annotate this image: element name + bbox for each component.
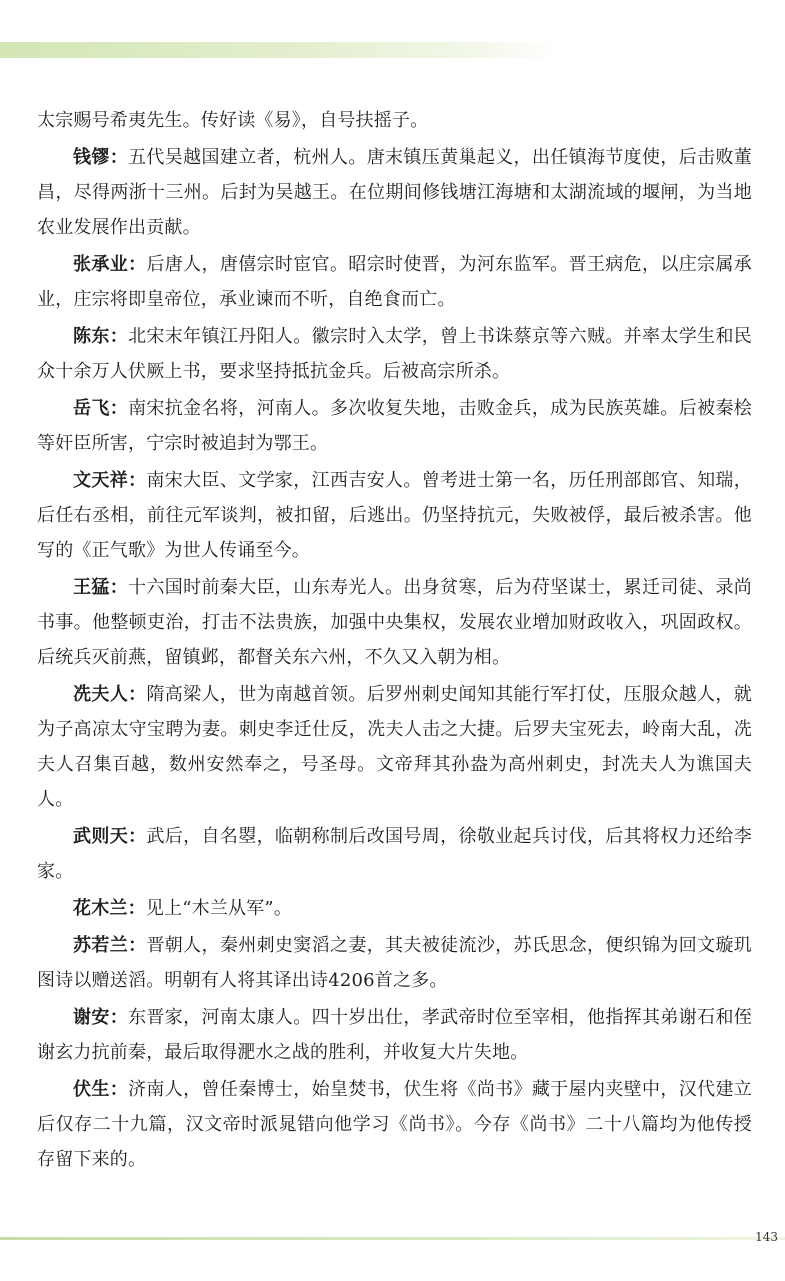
entry-text: 南宋抗金名将，河南人。多次收复失地，击败金兵，成为民族英雄。后被秦桧等奸臣所害，宁宗时被追封为鄂王。 — [37, 398, 753, 454]
entry-text: 济南人，曾任秦博士，始皇焚书，伏生将《尚书》藏于屋内夹壁中，汉代建立后仅存二十九篇，汉文帝时派晁错向他学习《尚书》。今存《尚书》二十八篇均为他传授存留下来的。 — [37, 1079, 753, 1170]
footer-decor-line — [0, 1237, 785, 1240]
entry-name: 武则天 — [73, 826, 129, 847]
entry-paragraph — [37, 391, 752, 461]
entry-text: 五代吴越国建立者，杭州人。唐末镇压黄巢起义，出任镇海节度使，后击败董昌，尽得两浙十三州。后封为吴越王。在位期间修钱塘江海塘和太湖流域的堰闸，为当地农业发展作出贡献。 — [37, 147, 753, 238]
entry-name: 岳飞 — [73, 398, 110, 419]
entry-paragraph — [37, 928, 752, 998]
entry-name: 谢安 — [73, 1007, 110, 1028]
entry-text: 晋朝人，秦州刺史窦滔之妻，其夫被徒流沙，苏氏思念，便织锦为回文璇玑图诗以赠送滔。明朝有人将其译出诗4206首之多。 — [37, 935, 752, 991]
entry-separator: ： — [109, 326, 129, 347]
entry-text: 隋高梁人，世为南越首领。后罗州刺史闻知其能行军打仗，压服众越人，就为子高凉太守宝聘为妻。刺史李迁仕反，冼夫人击之大捷。后罗夫宝死去，岭南大乱，冼夫人召集百越，数州安然奉之，号圣母。文帝拜其孙盎为高州刺史，封冼夫人为谯国夫人。 — [37, 684, 752, 810]
entry-paragraph — [37, 677, 752, 817]
entry-name: 冼夫人 — [73, 684, 129, 705]
entry-separator: ： — [128, 684, 147, 705]
entry-text: 十六国时前秦大臣，山东寿光人。出身贫寒，后为苻坚谋士，累迁司徒、录尚书事。他整顿吏治，打击不法贵族，加强中央集权，发展农业增加财政收入，巩固政权。后统兵灭前燕，留镇邺，都督关东六州，不久又入朝为相。 — [37, 577, 753, 668]
entry-name: 钱镠 — [73, 147, 110, 168]
entry-text: 见上“木兰从军”。 — [145, 898, 293, 919]
entry-name: 陈东 — [73, 326, 110, 347]
entry-name: 伏生 — [73, 1079, 110, 1100]
entry-separator: ： — [109, 147, 129, 168]
intro-paragraph: 太宗赐号希夷先生。传好读《易》，自号扶摇子。 — [37, 110, 429, 131]
entry-separator: ： — [128, 470, 147, 491]
entry-name: 花木兰 — [73, 898, 128, 919]
entry-paragraph — [37, 140, 752, 245]
entry-separator: ： — [128, 935, 147, 956]
entry-text: 东晋家，河南太康人。四十岁出仕，孝武帝时位至宰相，他指挥其弟谢石和侄谢玄力抗前秦，最后取得淝水之战的胜利，并收复大片失地。 — [37, 1007, 753, 1063]
entry-separator: ： — [127, 898, 146, 919]
entry-paragraph — [37, 570, 752, 675]
entry-separator: ： — [109, 577, 129, 598]
entry-text: 北宋末年镇江丹阳人。徽宗时入太学，曾上书诛蔡京等六贼。并率太学生和民众十余万人伏厥上书，要求坚持抵抗金兵。后被高宗所杀。 — [37, 326, 753, 382]
entry-text: 武后，自名曌，临朝称制后改国号周，徐敬业起兵讨伐，后其将权力还给李家。 — [37, 826, 752, 882]
entry-separator: ： — [109, 1007, 129, 1028]
entry-paragraph — [37, 463, 752, 568]
entry-separator: ： — [109, 1079, 129, 1100]
entry-paragraph — [37, 891, 752, 926]
page-number: 143 — [755, 1230, 778, 1244]
entry-name: 文天祥 — [73, 470, 129, 491]
entry-paragraph — [37, 247, 752, 317]
entry-name: 王猛 — [73, 577, 110, 598]
entry-name: 苏若兰 — [73, 935, 129, 956]
entry-paragraph — [37, 1072, 752, 1177]
entry-text: 后唐人，唐僖宗时宦官。昭宗时使晋，为河东监军。晋王病危，以庄宗属承业，庄宗将即皇帝位，承业谏而不听，自绝食而亡。 — [37, 254, 752, 310]
entry-name: 张承业 — [73, 254, 129, 275]
main-text — [37, 103, 752, 1179]
entry-text: 南宋大臣、文学家，江西吉安人。曾考进士第一名，历任刑部郎官、知瑞，后任右丞相，前往元军谈判，被扣留，后逃出。仍坚持抗元，失败被俘，最后被杀害。他写的《正气歌》为世人传诵至今。 — [37, 470, 752, 561]
header-decor-bar — [0, 42, 560, 58]
entry-paragraph — [37, 319, 752, 389]
entry-paragraph — [37, 819, 752, 889]
entry-separator: ： — [128, 826, 147, 847]
entry-separator: ： — [128, 254, 147, 275]
entry-separator: ： — [109, 398, 129, 419]
entry-paragraph — [37, 1000, 752, 1070]
